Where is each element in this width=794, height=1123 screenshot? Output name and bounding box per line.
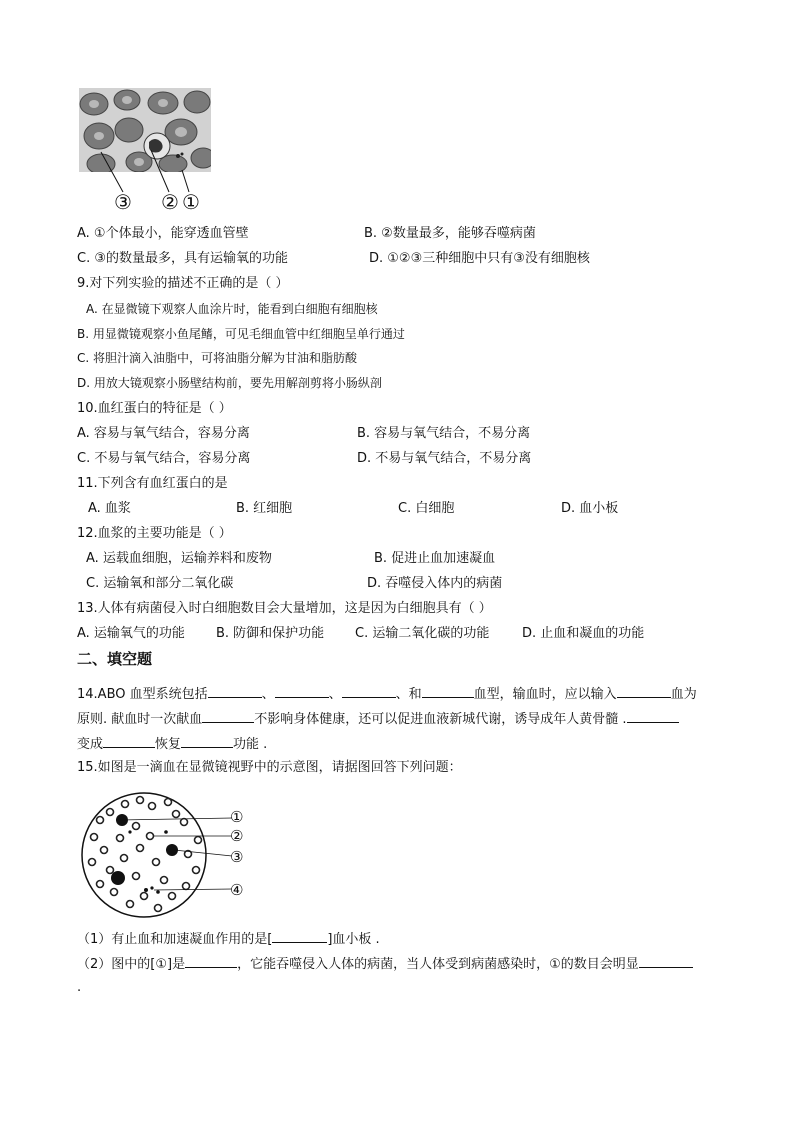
q9-option-c: C. 将胆汁滴入油脂中，可将油脂分解为甘油和脂肪酸 — [77, 351, 358, 365]
q12-option-b: B. 促进止血加速凝血 — [374, 551, 496, 566]
q11-option-a: A. 血浆 — [88, 501, 131, 516]
q13-option-c: C. 运输二氧化碳的功能 — [355, 626, 490, 641]
q14-text-8: 不影响身体健康，还可以促进血液新城代谢，诱导成年人黄骨髓 . — [254, 712, 627, 727]
q15-part-2-text-b: ，它能吞噬侵入人体的病菌，当人体受到病菌感染时，①的数目会明显 — [237, 957, 639, 972]
q9-option-b: B. 用显微镜观察小鱼尾鳍，可见毛细血管中红细胞呈单行通过 — [77, 327, 405, 341]
q14-blank-8[interactable] — [103, 734, 155, 748]
q13-stem: 13.人体有病菌侵入时白细胞数目会大量增加，这是因为白细胞具有（ ） — [77, 601, 492, 616]
microscope-field-diagram — [80, 792, 280, 922]
q11-option-b: B. 红细胞 — [236, 501, 293, 516]
q10-option-c: C. 不易与氧气结合，容易分离 — [77, 451, 251, 466]
q15-blank-3[interactable] — [639, 954, 693, 968]
q14-line-2 — [77, 709, 679, 729]
q15-stem: 15.如图是一滴血在显微镜视野中的示意图，请据图回答下列问题： — [77, 760, 462, 775]
q11-stem: 11.下列含有血红蛋白的是 — [77, 476, 228, 491]
q14-text-11: 功能 . — [233, 737, 268, 752]
q13-option-d: D. 止血和凝血的功能 — [522, 626, 645, 641]
q14-blank-4[interactable] — [422, 684, 474, 698]
q14-text-4: 、和 — [395, 687, 422, 702]
q14-text-10: 恢复 — [155, 737, 182, 752]
q12-option-a: A. 运载血细胞，运输养料和废物 — [86, 551, 272, 566]
q13-option-b: B. 防御和保护功能 — [216, 626, 325, 641]
q9-option-d: D. 用放大镜观察小肠壁结构前，要先用解剖剪将小肠纵剖 — [77, 376, 382, 390]
q14-blank-3[interactable] — [342, 684, 396, 698]
q14-blank-5[interactable] — [617, 684, 671, 698]
q14-text-9: 变成 — [77, 737, 104, 752]
q15-part-2-end: . — [77, 980, 82, 995]
q12-stem: 12.血浆的主要功能是（ ） — [77, 526, 232, 541]
q10-option-a: A. 容易与氧气结合，容易分离 — [77, 426, 250, 441]
q11-option-c: C. 白细胞 — [398, 501, 455, 516]
q14-text-1: 14.ABO 血型系统包括 — [77, 687, 208, 702]
q13-option-a: A. 运输氧气的功能 — [77, 626, 185, 641]
q14-text-7: 原则. 献血时一次献血 — [77, 712, 203, 727]
diagram-label-2: ② — [230, 827, 244, 845]
q8-option-c: C. ③的数量最多，具有运输氧的功能 — [77, 251, 288, 266]
q10-stem: 10.血红蛋白的特征是（ ） — [77, 401, 232, 416]
diagram-label-3: ③ — [230, 848, 244, 866]
q8-option-b: B. ②数量最多，能够吞噬病菌 — [364, 226, 536, 241]
diagram-label-1: ① — [230, 808, 244, 826]
q15-part-1 — [77, 929, 380, 949]
figure-label-1: ① — [182, 190, 200, 214]
q14-line-1 — [77, 684, 697, 704]
q14-line-3 — [77, 734, 267, 754]
q15-part-2-text-a: （2）图中的[①]是 — [77, 957, 186, 972]
q15-part-1-text-b: ]血小板 . — [327, 932, 380, 947]
section-heading: 二、填空题 — [77, 650, 153, 668]
q12-option-d: D. 吞噬侵入体内的病菌 — [367, 576, 503, 591]
figure-label-3: ③ — [114, 190, 132, 214]
q14-text-2: 、 — [261, 687, 275, 702]
q8-option-a: A. ①个体最小，能穿透血管壁 — [77, 226, 249, 241]
q15-blank-2[interactable] — [185, 954, 237, 968]
q14-blank-9[interactable] — [181, 734, 233, 748]
q14-blank-2[interactable] — [275, 684, 329, 698]
q10-option-b: B. 容易与氧气结合，不易分离 — [357, 426, 531, 441]
q8-option-d: D. ①②③三种细胞中只有③没有细胞核 — [369, 251, 590, 266]
q9-stem: 9.对下列实验的描述不正确的是（ ） — [77, 276, 289, 291]
q10-option-d: D. 不易与氧气结合，不易分离 — [357, 451, 532, 466]
q15-part-1-text-a: （1）有止血和加速凝血作用的是[ — [77, 932, 273, 947]
q14-text-6: 血为 — [670, 687, 697, 702]
q15-part-2 — [77, 954, 693, 974]
q14-blank-7[interactable] — [627, 709, 679, 723]
q14-blank-6[interactable] — [202, 709, 254, 723]
q9-option-a: A. 在显微镜下观察人血涂片时，能看到白细胞有细胞核 — [86, 302, 378, 316]
q14-blank-1[interactable] — [208, 684, 262, 698]
q11-option-d: D. 血小板 — [561, 501, 619, 516]
q12-option-c: C. 运输氧和部分二氧化碳 — [86, 576, 234, 591]
q14-text-5: 血型，输血时，应以输入 — [473, 687, 617, 702]
diagram-label-4: ④ — [230, 881, 244, 899]
figure-label-2: ② — [161, 190, 179, 214]
q14-text-3: 、 — [328, 687, 342, 702]
q15-blank-1[interactable] — [272, 929, 327, 943]
